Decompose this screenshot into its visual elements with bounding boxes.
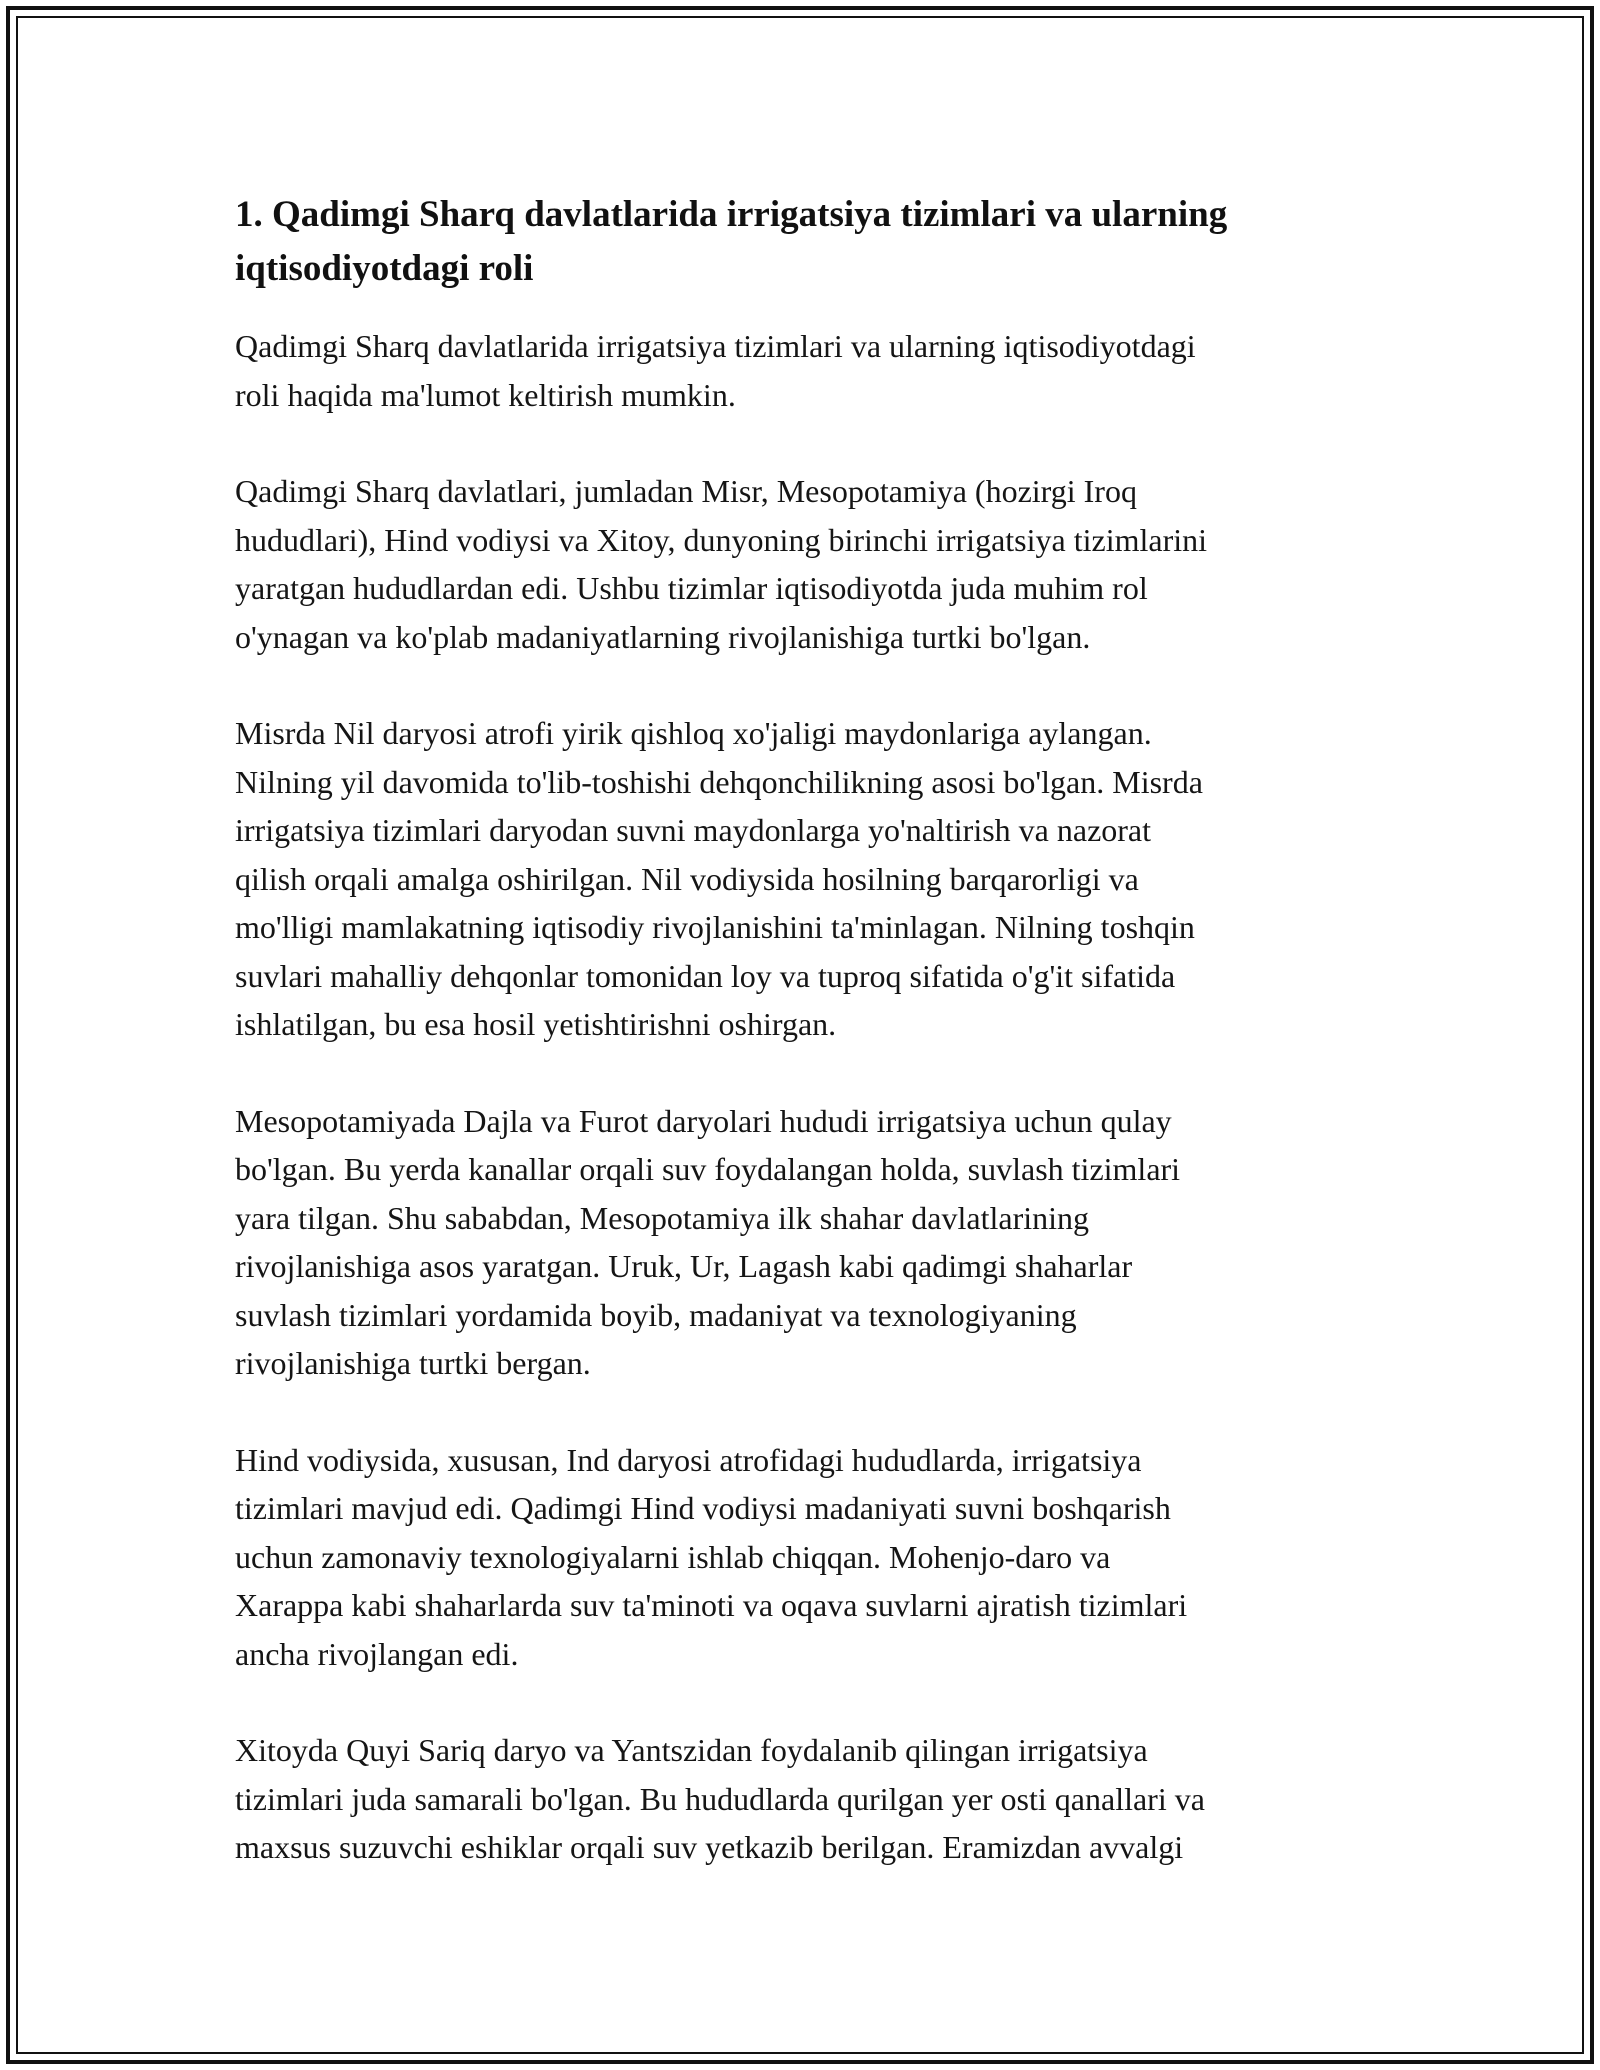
section-heading: 1. Qadimgi Sharq davlatlarida irrigatsiya tizimlari va ularning iqtisodiyotdagi roli bbox=[235, 194, 1228, 289]
paragraph-intro: Qadimgi Sharq davlatlarida irrigatsiya tizimlari va ularning iqtisodiyotdagi roli haqida ma'lumot keltirish mumkin. bbox=[235, 328, 1196, 413]
paragraph-indus: Hind vodiysida, xususan, Ind daryosi atrofidagi hududlarda, irrigatsiya tizimlari mavjud edi. Qadimgi Hind vodiysi madaniyati suvni boshqarish uchun zamonaviy texnologiyalarni ishlab chiqqan. Mohenjo-daro va Xarappa kabi shaharlarda suv ta'minoti va oqava suvlarni ajratish tizimlari ancha rivojlangan edi. bbox=[235, 1441, 1188, 1672]
paragraph-overview: Qadimgi Sharq davlatlari, jumladan Misr, Mesopotamiya (hozirgi Iroq hududlari), Hind vodiysi va Xitoy, dunyoning birinchi irrigatsiya tizimlarini yaratgan hududlardan edi. Ushbu tizimlar iqtisodiyotda juda muhim rol o'ynagan va ko'plab madaniyatlarning rivojlanishiga turtki bo'lgan. bbox=[235, 473, 1207, 655]
document-body bbox=[235, 188, 1375, 1920]
paragraph-mesopotamia: Mesopotamiyada Dajla va Furot daryolari hududi irrigatsiya uchun qulay bo'lgan. Bu yerda kanallar orqali suv foydalangan holda, suvlash tizimlari yara tilgan. Shu sababdan, Mesopotamiya ilk shahar davlatlarining rivojlanishiga asos yaratgan. Uruk, Ur, Lagash kabi qadimgi shaharlar suvlash tizimlari yordamida boyib, madaniyat va texnologiyaning rivojlanishiga turtki bergan. bbox=[235, 1102, 1181, 1381]
paragraph-china: Xitoyda Quyi Sariq daryo va Yantszidan foydalanib qilingan irrigatsiya tizimlari juda samarali bo'lgan. Bu hududlarda qurilgan yer osti qanallari va maxsus suzuvchi eshiklar orqali suv yetkazib berilgan. Eramizdan avvalgi bbox=[235, 1732, 1205, 1865]
paragraph-egypt: Misrda Nil daryosi atrofi yirik qishloq xo'jaligi maydonlariga aylangan. Nilning yil davomida to'lib-toshishi dehqonchilikning asosi bo'lgan. Misrda irrigatsiya tizimlari daryodan suvni maydonlarga yo'naltirish va nazorat qilish orqali amalga oshirilgan. Nil vodiysida hosilning barqarorligi va mo'lligi mamlakatning iqtisodiy rivojlanishini ta'minlagan. Nilning toshqin suvlari mahalliy dehqonlar tomonidan loy va tuproq sifatida o'g'it sifatida ishlatilgan, bu esa hosil yetishtirishni oshirgan. bbox=[235, 715, 1203, 1042]
